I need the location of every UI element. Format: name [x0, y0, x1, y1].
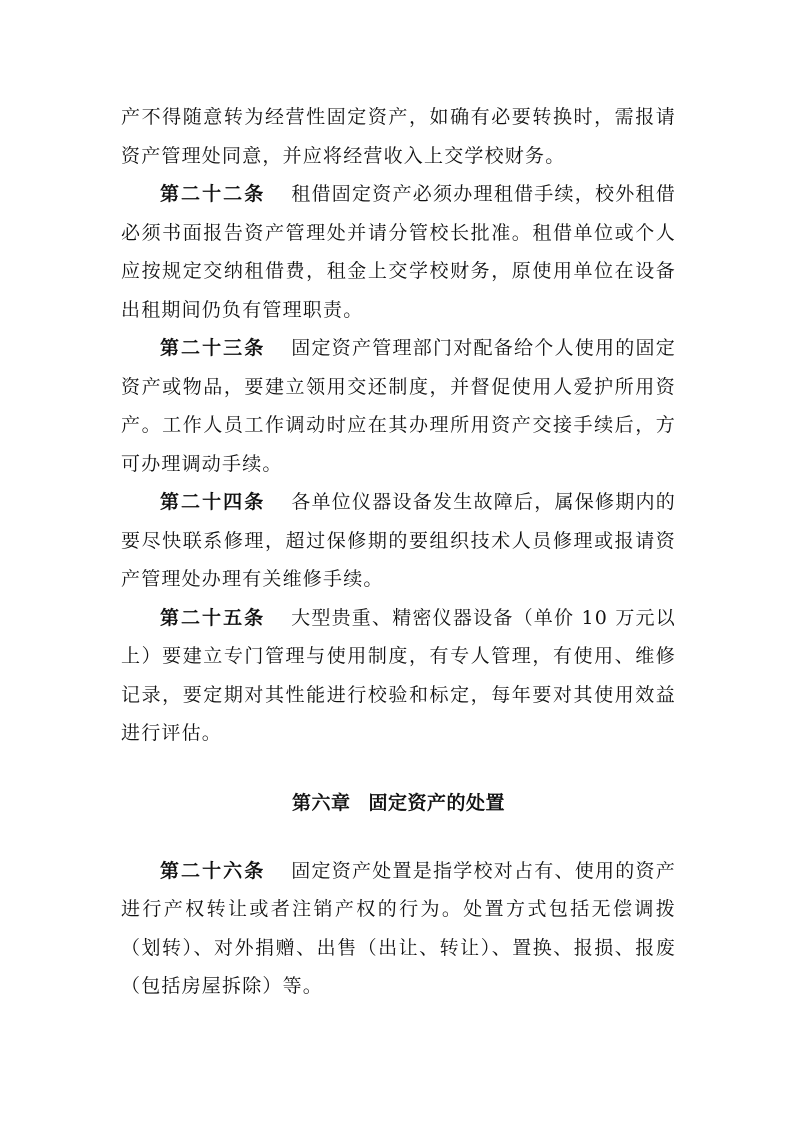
- article-25: [121, 599, 676, 753]
- article-23: [121, 329, 676, 483]
- chapter-title: 固定资产的处置: [368, 791, 506, 814]
- chapter-heading: [121, 788, 676, 818]
- paragraph-continuation: [121, 98, 676, 175]
- article-text: 租借固定资产必须办理租借手续，校外租借必须书面报告资产管理处并请分管校长批准。租借单位或个人应按规定交纳租借费，租金上交学校财务，原使用单位在设备出租期间仍负有管理职责。: [121, 183, 676, 321]
- chapter-number: 第六章: [291, 791, 351, 814]
- article-text: 固定资产处置是指学校对占有、使用的资产进行产权转让或者注销产权的行为。处置方式包括无偿调拨（划转）、对外捐赠、出售（出让、转让）、置换、报损、报废（包括房屋拆除）等。: [121, 859, 676, 997]
- article-text: 大型贵重、精密仪器设备（单价 10 万元以上）要建立专门管理与使用制度，有专人管理，有使用、维修记录，要定期对其性能进行校验和标定，每年要对其使用效益进行评估。: [121, 606, 676, 744]
- article-number: 第二十六条: [160, 859, 266, 882]
- article-number: 第二十三条: [160, 337, 266, 359]
- article-number: 第二十二条: [160, 183, 266, 205]
- article-24: [121, 483, 676, 599]
- article-number: 第二十五条: [160, 606, 266, 629]
- article-number: 第二十四条: [160, 491, 266, 513]
- document-page: [121, 98, 676, 1006]
- article-26: [121, 852, 676, 1006]
- article-text: 固定资产管理部门对配备给个人使用的固定资产或物品，要建立领用交还制度，并督促使用人爱护所用资产。工作人员工作调动时应在其办理所用资产交接手续后，方可办理调动手续。: [121, 337, 676, 475]
- article-text: 各单位仪器设备发生故障后，属保修期内的要尽快联系修理，超过保修期的要组织技术人员修理或报请资产管理处办理有关维修手续。: [121, 491, 676, 590]
- article-22: [121, 175, 676, 329]
- paragraph-text: 产不得随意转为经营性固定资产，如确有必要转换时，需报请资产管理处同意，并应将经营收入上交学校财务。: [121, 106, 676, 167]
